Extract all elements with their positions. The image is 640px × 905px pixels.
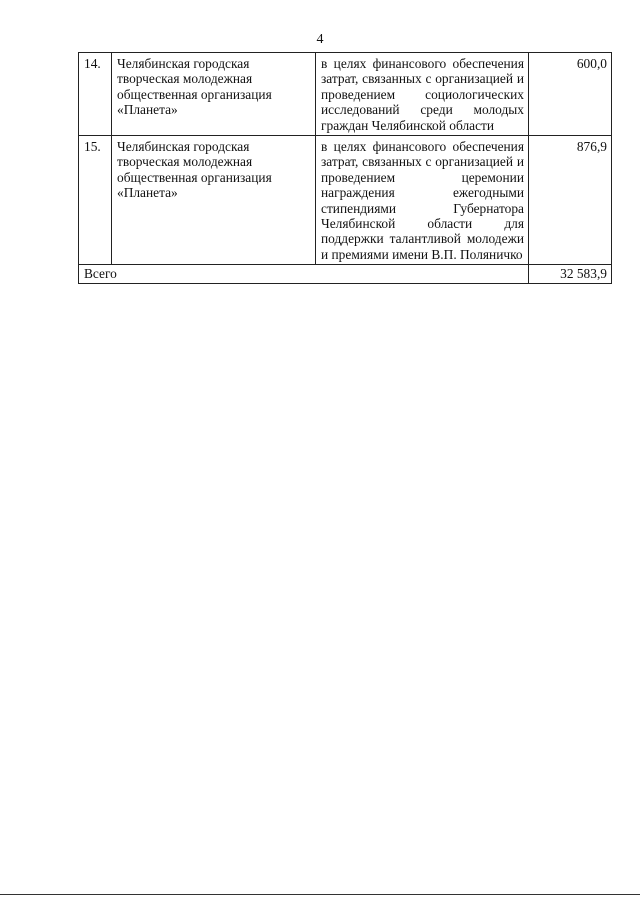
row-number: 14. bbox=[79, 53, 112, 136]
row-number: 15. bbox=[79, 136, 112, 265]
grants-table bbox=[78, 52, 612, 284]
purpose-cell: в целях финансового обеспечения затрат, связанных с организацией и проведением социологических исследований среди молодых граждан Челябинской области bbox=[316, 53, 529, 136]
purpose-cell: в целях финансового обеспечения затрат, связанных с организацией и проведением церемонии награждения ежегодными стипендиями Губернатора Челябинской области для поддержки талантливой молодежи и премиями имени В.П. Поляничко bbox=[316, 136, 529, 265]
total-amount: 32 583,9 bbox=[529, 265, 612, 283]
amount-cell: 600,0 bbox=[529, 53, 612, 136]
organization-cell: Челябинская городская творческая молодежная общественная организация «Планета» bbox=[112, 136, 316, 265]
page-number: 4 bbox=[316, 32, 324, 47]
total-label: Всего bbox=[79, 265, 529, 283]
total-row bbox=[79, 265, 612, 283]
bottom-rule bbox=[0, 894, 640, 895]
amount-cell: 876,9 bbox=[529, 136, 612, 265]
organization-cell: Челябинская городская творческая молодежная общественная организация «Планета» bbox=[112, 53, 316, 136]
table-row bbox=[79, 136, 612, 265]
table-row bbox=[79, 53, 612, 136]
